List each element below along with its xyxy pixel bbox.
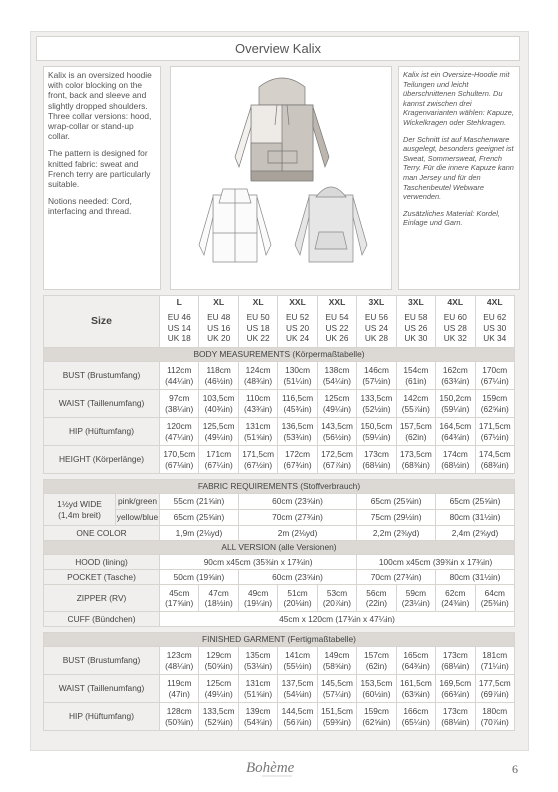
table-cell: 165cm (64¾in)	[396, 647, 435, 675]
table-row	[44, 555, 515, 570]
table-cell: 136,5cm (53¾in)	[278, 418, 317, 446]
row-label: ONE COLOR	[44, 526, 160, 541]
table-cell: 65cm (25⅝in)	[357, 494, 436, 510]
table-cell: 112cm (44¼in)	[160, 362, 199, 390]
hoodie-drawings	[171, 67, 393, 291]
size-name: 3XL	[368, 297, 385, 307]
table-cell: 123cm (48¼in)	[160, 647, 199, 675]
table-row	[44, 647, 515, 675]
table-cell: 65cm (25⅝in)	[160, 510, 239, 526]
size-eu: EU 56	[364, 312, 388, 323]
size-eu: EU 50	[246, 312, 270, 323]
table-cell: 135cm (53⅛in)	[238, 647, 277, 675]
size-us: US 26	[404, 322, 428, 333]
size-uk: UK 18	[167, 333, 191, 344]
table-cell: 141cm (55½in)	[278, 647, 317, 675]
table-cell: 53cm (20⅞in)	[317, 585, 356, 612]
table-cell: 150,2cm (59¼in)	[436, 390, 475, 418]
row-label: CUFF (Bündchen)	[44, 612, 160, 627]
table-row	[44, 390, 515, 418]
table-cell: 173cm (68⅛in)	[436, 703, 475, 731]
size-name: L	[176, 297, 182, 307]
section-heading-all: ALL VERSION (alle Versionen)	[44, 541, 515, 555]
table-cell: 161,5cm (63⅝in)	[396, 675, 435, 703]
table-cell: 131cm (51⅝in)	[238, 418, 277, 446]
table-cell: 118cm (46½in)	[199, 362, 238, 390]
table-cell: 116,5cm (45¾in)	[278, 390, 317, 418]
table-cell: 125cm (49¼in)	[199, 675, 238, 703]
size-us: US 20	[286, 322, 310, 333]
table-row	[44, 585, 515, 612]
size-eu: EU 52	[286, 312, 310, 323]
table-row	[44, 494, 515, 510]
size-name: XXL	[289, 297, 306, 307]
table-row	[44, 446, 515, 474]
table-cell: 50cm (19⅝in)	[160, 570, 239, 585]
size-eu: EU 58	[404, 312, 428, 323]
section-heading-body: BODY MEASUREMENTS (Körpermaßtabelle)	[44, 348, 515, 362]
table-cell: 55cm (21⅝in)	[160, 494, 239, 510]
table-row	[44, 362, 515, 390]
table-cell: 80cm (31½in)	[436, 570, 515, 585]
table-cell: 173,5cm (68⅜in)	[396, 446, 435, 474]
table-cell: 59cm (23¼in)	[396, 585, 435, 612]
table-cell: 180cm (70⅞in)	[475, 703, 514, 731]
table-cell: 130cm (51¼in)	[278, 362, 317, 390]
table-cell: 131cm (51⅝in)	[238, 675, 277, 703]
table-cell: 171,5cm (67½in)	[475, 418, 514, 446]
table-cell: 153,5cm (60½in)	[357, 675, 396, 703]
table-cell: 133,5cm (52⅝in)	[199, 703, 238, 731]
logo-mark	[240, 752, 310, 782]
table-cell: 169,5cm (66¾in)	[436, 675, 475, 703]
size-uk: UK 28	[364, 333, 388, 344]
size-column	[160, 296, 199, 348]
size-header-row	[44, 296, 515, 348]
table-cell: 64cm (25⅜in)	[475, 585, 514, 612]
logo-text: Bohème	[246, 760, 295, 776]
table-cell: 56cm (22in)	[357, 585, 396, 612]
table-cell: 119cm (47in)	[160, 675, 199, 703]
table-cell: 70cm (27¾in)	[238, 510, 356, 526]
size-us: US 14	[167, 322, 191, 333]
table-cell: 159cm (62⅝in)	[475, 390, 514, 418]
table-row	[44, 675, 515, 703]
table-cell: 60cm (23⅝in)	[238, 494, 356, 510]
table-row	[44, 703, 515, 731]
table-cell: 150,5cm (59¼in)	[357, 418, 396, 446]
size-column	[357, 296, 396, 348]
table-cell: 80cm (31½in)	[436, 510, 515, 526]
table-cell: 100cm x45cm (39⅜in x 17¾in)	[357, 555, 515, 570]
table-cell: 144,5cm (56⅞in)	[278, 703, 317, 731]
table-cell: 172,5cm (67⅞in)	[317, 446, 356, 474]
row-label: POCKET (Tasche)	[44, 570, 160, 585]
table-cell: 154cm (61in)	[396, 362, 435, 390]
size-us: US 22	[325, 322, 349, 333]
table-cell: 162cm (63¾in)	[436, 362, 475, 390]
table-cell: 159cm (62⅝in)	[357, 703, 396, 731]
table-cell: 173cm (68⅛in)	[357, 446, 396, 474]
table-cell: 2m (2⅛yd)	[238, 526, 356, 541]
table-cell: 146cm (57½in)	[357, 362, 396, 390]
row-label: BUST (Brustumfang)	[44, 647, 160, 675]
row-sublabel: pink/green	[116, 494, 160, 510]
size-name: 4XL	[486, 297, 503, 307]
intro-de-paragraph: Kalix ist ein Oversize-Hoodie mit Teilungen und leicht überschnittenen Schultern. Du kannst zwischen drei Kragenvarianten wählen: Kapuze, Wickelkragen oder Stehkragen.	[403, 70, 514, 127]
size-column	[278, 296, 317, 348]
table-cell: 139cm (54¾in)	[238, 703, 277, 731]
table-cell: 128cm (50⅜in)	[160, 703, 199, 731]
size-uk: UK 20	[207, 333, 231, 344]
table-cell: 60cm (23⅝in)	[238, 570, 356, 585]
intro-german	[398, 66, 520, 290]
size-us: US 28	[443, 322, 467, 333]
table-cell: 47cm (18½in)	[199, 585, 238, 612]
table-cell: 177,5cm (69⅞in)	[475, 675, 514, 703]
table-cell: 138cm (54¼in)	[317, 362, 356, 390]
size-eu: EU 54	[325, 312, 349, 323]
row-label: WAIST (Taillenumfang)	[44, 390, 160, 418]
table-row	[44, 418, 515, 446]
size-uk: UK 32	[443, 333, 467, 344]
size-column	[475, 296, 514, 348]
section-heading-finished: FINISHED GARMENT (Fertigmaßtabelle)	[44, 633, 515, 647]
size-column	[436, 296, 475, 348]
table-cell: 174cm (68½in)	[436, 446, 475, 474]
size-column	[396, 296, 435, 348]
table-cell: 142cm (55⅞in)	[396, 390, 435, 418]
table-cell: 164,5cm (64¾in)	[436, 418, 475, 446]
table-cell: 65cm (25⅝in)	[436, 494, 515, 510]
table-cell: 157cm (62in)	[357, 647, 396, 675]
table-row	[44, 570, 515, 585]
table-cell: 70cm (27¾in)	[357, 570, 436, 585]
boheme-logo	[240, 752, 310, 782]
row-label: ZIPPER (RV)	[44, 585, 160, 612]
intro-en-paragraph: Kalix is an oversized hoodie with color blocking on the front, back and sleeve and slightly dropped shoulders. Three collar versions: hood, wrap-collar or stand-up collar.	[48, 70, 152, 142]
table-cell: 170cm (67¼in)	[475, 362, 514, 390]
size-eu: EU 46	[167, 312, 191, 323]
intro-en-paragraph: Notions needed: Cord, interfacing and thread.	[48, 196, 132, 217]
row-label-wide: 1½yd WIDE (1,4m breit)	[44, 494, 116, 526]
table-cell: 2,4m (2⅝yd)	[436, 526, 515, 541]
grey-hoodie-drawing	[295, 187, 367, 262]
table-cell: 49cm (19¼in)	[238, 585, 277, 612]
table-cell: 137,5cm (54⅛in)	[278, 675, 317, 703]
table-cell: 75cm (29½in)	[357, 510, 436, 526]
table-cell: 97cm (38¼in)	[160, 390, 199, 418]
size-name: XL	[213, 297, 225, 307]
size-column	[317, 296, 356, 348]
table-cell: 129cm (50⅝in)	[199, 647, 238, 675]
row-sublabel: yellow/blue	[116, 510, 160, 526]
table-cell: 170,5cm (67⅛in)	[160, 446, 199, 474]
table-cell: 2,2m (2⅜yd)	[357, 526, 436, 541]
table-cell: 120cm (47¼in)	[160, 418, 199, 446]
size-name: XXL	[328, 297, 346, 307]
row-label: HIP (Hüftumfang)	[44, 418, 160, 446]
table-cell: 166cm (65¼in)	[396, 703, 435, 731]
size-uk: UK 30	[404, 333, 428, 344]
table-cell: 133,5cm (52½in)	[357, 390, 396, 418]
size-uk: UK 34	[483, 333, 507, 344]
table-cell: 125,5cm (49¼in)	[199, 418, 238, 446]
size-label: Size	[44, 296, 160, 348]
table-cell: 149cm (58⅝in)	[317, 647, 356, 675]
size-eu: EU 62	[483, 312, 507, 323]
size-uk: UK 24	[286, 333, 310, 344]
size-column	[199, 296, 238, 348]
wrap-collar-hoodie-drawing	[199, 189, 271, 262]
table-cell: 125cm (49¼in)	[317, 390, 356, 418]
size-chart-table	[43, 295, 515, 731]
size-name: 4XL	[447, 297, 464, 307]
page-title: Overview Kalix	[36, 36, 520, 61]
table-cell: 174,5cm (68¾in)	[475, 446, 514, 474]
table-cell: 171cm (67¼in)	[199, 446, 238, 474]
row-label: HEIGHT (Körperlänge)	[44, 446, 160, 474]
table-cell: 1,9m (2⅛yd)	[160, 526, 239, 541]
size-name: XL	[252, 297, 264, 307]
row-label: HIP (Hüftumfang)	[44, 703, 160, 731]
table-cell: 103,5cm (40¾in)	[199, 390, 238, 418]
size-uk: UK 26	[325, 333, 349, 344]
table-cell: 90cm x45cm (35⅜in x 17¾in)	[160, 555, 357, 570]
size-eu: EU 48	[207, 312, 231, 323]
table-row	[44, 526, 515, 541]
table-cell: 143,5cm (56½in)	[317, 418, 356, 446]
intro-english	[43, 66, 161, 290]
table-cell: 173cm (68⅛in)	[436, 647, 475, 675]
intro-de-paragraph: Zusätzliches Material: Kordel, Einlage und Garn.	[403, 208, 500, 228]
intro-en-paragraph: The pattern is designed for knitted fabric: sweat and French terry are particularly suitable.	[48, 148, 151, 190]
size-us: US 30	[483, 322, 507, 333]
hoodie-illustrations	[170, 66, 392, 290]
size-eu: EU 60	[443, 312, 467, 323]
row-label: WAIST (Taillenumfang)	[44, 675, 160, 703]
table-cell: 124cm (48¾in)	[238, 362, 277, 390]
size-us: US 24	[364, 322, 388, 333]
size-uk: UK 22	[246, 333, 270, 344]
table-cell: 181cm (71¼in)	[475, 647, 514, 675]
table-cell: 151,5cm (59¾in)	[317, 703, 356, 731]
row-label: HOOD (lining)	[44, 555, 160, 570]
table-cell: 172cm (67¾in)	[278, 446, 317, 474]
table-cell: 145,5cm (57¼in)	[317, 675, 356, 703]
table-cell: 51cm (20⅛in)	[278, 585, 317, 612]
intro-de-paragraph: Der Schnitt ist auf Maschenware ausgelegt, besonders geeignet ist Sweat, Sommersweat, French Terry. Für die innere Kapuze kann man Jersey und für den Taschenbeutel Webware verwenden.	[403, 134, 514, 202]
size-us: US 16	[207, 322, 231, 333]
table-cell: 110cm (43¾in)	[238, 390, 277, 418]
size-us: US 18	[246, 322, 270, 333]
page-number: 6	[512, 762, 518, 776]
table-cell: 45cm x 120cm (17¾in x 47¼in)	[160, 612, 515, 627]
section-heading-fabric: FABRIC REQUIREMENTS (Stoffverbrauch)	[44, 480, 515, 494]
table-row	[44, 612, 515, 627]
table-cell: 62cm (24⅜in)	[436, 585, 475, 612]
size-column	[238, 296, 277, 348]
table-cell: 157,5cm (62in)	[396, 418, 435, 446]
table-cell: 45cm (17⅝in)	[160, 585, 199, 612]
size-name: 3XL	[407, 297, 424, 307]
color-block-hoodie-drawing	[235, 78, 329, 181]
table-cell: 171,5cm (67½in)	[238, 446, 277, 474]
row-label: BUST (Brustumfang)	[44, 362, 160, 390]
